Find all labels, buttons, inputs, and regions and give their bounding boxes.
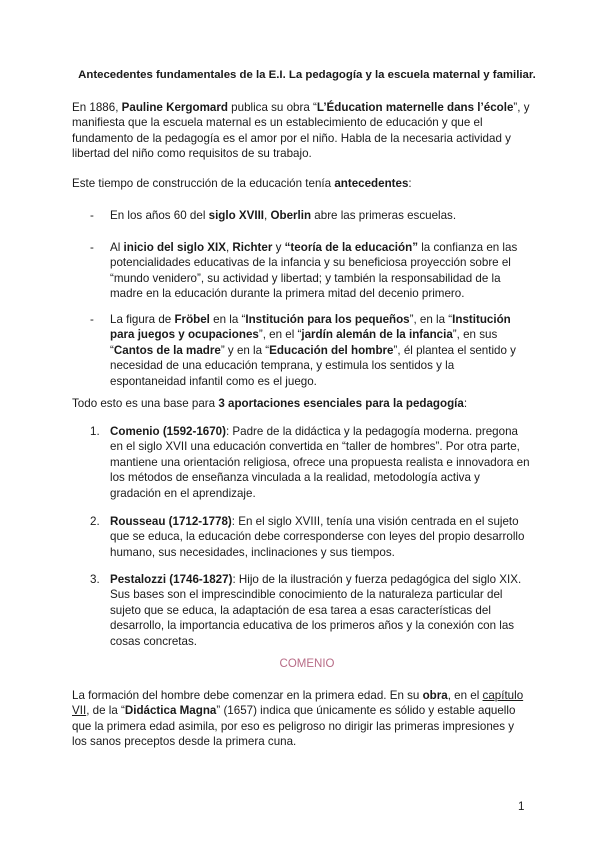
text: , de la “ [86, 704, 125, 718]
bullet-item [110, 312, 530, 389]
text: , [225, 241, 233, 254]
text: y [272, 241, 285, 254]
work-title: L’Éducation maternelle dans l’école [316, 101, 514, 114]
text: publica su obra “ [227, 101, 317, 114]
text: : [408, 177, 412, 190]
text: ”, y manifiesta que la escuela maternal es un establecimiento de educación y que el fundamento de la pedagogía es el amor por el niño. Habla de la necesaria actividad y libertad del niño como requisitos de su trabajo. [72, 101, 530, 161]
text: ” y en la “ [220, 343, 270, 357]
text-bold: obra [422, 689, 448, 702]
numbered-item-rousseau [110, 514, 530, 560]
item-text: : Hijo de la ilustración y fuerza pedagógica del siglo XIX. Sus bases son el imprescindible conocimiento de la naturaleza particular del sujeto que se educa, la adaptación de esa tarea a esas características del desarrollo, la importancia educativa de los primeros años y la conexión con las cosas concretas. [110, 573, 522, 648]
item-name: Pestalozzi (1746-1827) [110, 573, 233, 586]
item-text: : En el siglo XVIII, tenía una visión centrada en el sujeto que se educa, la educación debe corresponderse con leyes del propio desarrollo humano, sus necesidades, inclinaciones y sus tiempos. [110, 515, 525, 559]
intro-paragraph [72, 100, 532, 162]
antecedentes-intro [72, 176, 532, 191]
section-heading: COMENIO [279, 658, 335, 670]
text: : [463, 397, 468, 410]
text-bold: jardín alemán de la infancia [301, 328, 453, 342]
bullet-item [110, 240, 530, 302]
text: Al [110, 241, 124, 254]
text: abre las primeras escuelas. [311, 209, 457, 222]
text: en la “ [209, 313, 246, 326]
text-bold: siglo XVIII [208, 209, 265, 222]
text: La figura de [110, 313, 175, 326]
text: ”, en sus “ [110, 328, 498, 357]
text: Este tiempo de construcción de la educación tenía [72, 177, 335, 190]
text-bold: Didáctica Magna [124, 704, 217, 718]
list-number: 2. [90, 515, 100, 528]
bullet-marker: - [90, 313, 94, 326]
text: , [264, 209, 271, 222]
text: ”, en el “ [258, 328, 302, 342]
text-bold: Fröbel [174, 313, 210, 326]
item-name: Rousseau (1712-1778) [110, 515, 232, 528]
text: ”, en la “ [409, 313, 453, 326]
list-number: 3. [90, 573, 100, 586]
text-bold: Oberlin [270, 209, 312, 222]
text: Todo esto es una base para [72, 397, 219, 410]
numbered-item-pestalozzi [110, 572, 530, 649]
item-name: Comenio (1592-1670) [110, 425, 226, 438]
text: la confianza en las potencialidades educativas de la infancia y su beneficiosa proyección sobre el “mundo venidero”, su actividad y libertad; y también la responsabilidad de la madre en la educación durante la primera mitad del decenio primero. [110, 241, 518, 301]
text-bold: “teoría de la educación” [284, 241, 418, 254]
text-bold: inicio del siglo XIX [123, 241, 226, 254]
text: ”, él plantea el sentido y necesidad de una educación temprana, y estimula los sentidos y la espontaneidad infantil como es el juego. [110, 343, 516, 388]
page-number: 1 [518, 800, 525, 813]
text-bold: Institución para juegos y ocupaciones [110, 313, 511, 342]
text-bold: Cantos de la madre [113, 343, 221, 357]
text: , en el [447, 689, 483, 702]
numbered-item-comenio [110, 424, 530, 501]
text: En los años 60 del [110, 209, 209, 222]
aportaciones-intro [72, 396, 532, 411]
text-bold: Institución para los pequeños [245, 313, 410, 326]
text-bold: 3 aportaciones esenciales para la pedagogía [218, 397, 464, 410]
text: En 1886, [72, 101, 122, 114]
bullet-marker: - [90, 209, 94, 222]
bullet-item [110, 208, 530, 223]
list-number: 1. [90, 425, 100, 438]
author-name: Pauline Kergomard [121, 101, 228, 114]
text-bold: antecedentes [334, 177, 409, 190]
bullet-marker: - [90, 241, 94, 254]
text: La formación del hombre debe comenzar en la primera edad. En su [72, 689, 423, 702]
text: ” (1657) indica que únicamente es sólido y estable aquello que la primera edad asimila, por eso es peligroso no dirigir las primeras impresiones y los sanos preceptos desde la primera cuna. [72, 704, 516, 749]
text-bold: Richter [232, 241, 273, 254]
document-title: Antecedentes fundamentales de la E.I. La pedagogía y la escuela maternal y familiar. [78, 69, 536, 81]
text-bold: Educación del hombre [269, 343, 394, 357]
item-text: : Padre de la didáctica y la pedagogía moderna. pregona en el siglo XVII una educación convertida en “taller de hombres”. Por otra parte, mantiene una orientación religiosa, ofrece una propuesta realista e innovadora en los métodos de enseñanza vinculada a la realidad, metodología activa y gradación en el aprendizaje. [110, 425, 530, 500]
comenio-paragraph [72, 688, 532, 750]
text-underlined: capítulo VII [72, 689, 524, 718]
